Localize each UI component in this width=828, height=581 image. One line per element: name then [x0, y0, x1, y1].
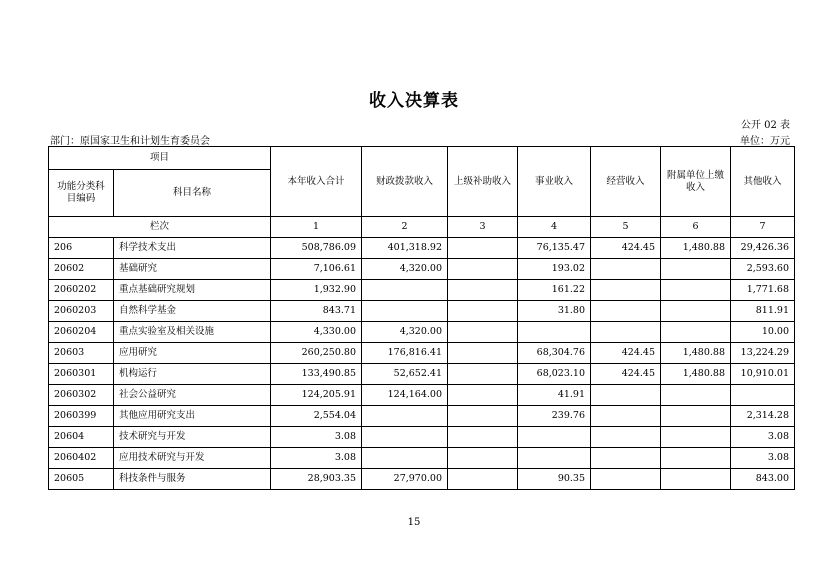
col-header-5: 经营收入 — [591, 147, 661, 217]
row-code: 20603 — [49, 343, 114, 364]
table-row — [49, 301, 795, 322]
row-value: 508,786.09 — [271, 238, 362, 259]
row-name: 重点基础研究规划 — [114, 280, 271, 301]
row-value: 424.45 — [591, 238, 661, 259]
row-value — [448, 364, 518, 385]
row-value: 3.08 — [731, 427, 795, 448]
form-number: 公开 02 表 — [740, 120, 790, 131]
row-value: 424.45 — [591, 343, 661, 364]
row-value — [591, 406, 661, 427]
serial-label: 栏次 — [49, 217, 271, 238]
row-value: 13,224.29 — [731, 343, 795, 364]
income-final-accounts-table — [48, 146, 795, 490]
row-value — [448, 280, 518, 301]
row-value — [448, 427, 518, 448]
table-row — [49, 322, 795, 343]
row-value — [448, 385, 518, 406]
row-value — [591, 427, 661, 448]
row-value: 843.00 — [731, 469, 795, 490]
row-value: 133,490.85 — [271, 364, 362, 385]
row-value: 52,652.41 — [362, 364, 448, 385]
table-body — [49, 238, 795, 490]
row-value — [661, 448, 731, 469]
row-value: 2,314.28 — [731, 406, 795, 427]
row-value: 176,816.41 — [362, 343, 448, 364]
row-code: 206 — [49, 238, 114, 259]
row-code: 2060402 — [49, 448, 114, 469]
table-row — [49, 280, 795, 301]
row-value — [591, 385, 661, 406]
row-value — [448, 301, 518, 322]
row-value: 401,318.92 — [362, 238, 448, 259]
serial-number: 1 — [271, 217, 362, 238]
row-value: 4,320.00 — [362, 259, 448, 280]
row-value: 1,932.90 — [271, 280, 362, 301]
row-value — [518, 427, 591, 448]
col-header-4: 事业收入 — [518, 147, 591, 217]
col-header-6: 附属单位上缴收入 — [661, 147, 731, 217]
row-code: 20605 — [49, 469, 114, 490]
row-value — [661, 280, 731, 301]
col-header-1: 本年收入合计 — [271, 147, 362, 217]
table-row — [49, 385, 795, 406]
table-row — [49, 364, 795, 385]
row-code: 2060203 — [49, 301, 114, 322]
row-value — [731, 385, 795, 406]
row-name: 机构运行 — [114, 364, 271, 385]
row-value — [661, 301, 731, 322]
department-label: 部门：原国家卫生和计划生育委员会 — [50, 136, 210, 147]
col-header-3: 上级补助收入 — [448, 147, 518, 217]
row-value — [661, 322, 731, 343]
row-value — [448, 238, 518, 259]
col-header-7: 其他收入 — [731, 147, 795, 217]
row-code: 20604 — [49, 427, 114, 448]
serial-number: 2 — [362, 217, 448, 238]
table-row — [49, 448, 795, 469]
row-value: 193.02 — [518, 259, 591, 280]
row-code: 2060302 — [49, 385, 114, 406]
table-row — [49, 259, 795, 280]
row-value — [448, 406, 518, 427]
row-value — [362, 280, 448, 301]
row-value: 10,910.01 — [731, 364, 795, 385]
row-value — [591, 469, 661, 490]
row-name: 应用研究 — [114, 343, 271, 364]
row-value: 1,771.68 — [731, 280, 795, 301]
row-value: 124,164.00 — [362, 385, 448, 406]
col-header-2: 财政拨款收入 — [362, 147, 448, 217]
row-name: 基础研究 — [114, 259, 271, 280]
row-value — [518, 448, 591, 469]
row-value: 4,320.00 — [362, 322, 448, 343]
page-number: 15 — [407, 517, 421, 528]
row-value — [591, 280, 661, 301]
row-value: 90.35 — [518, 469, 591, 490]
row-value — [591, 301, 661, 322]
row-value: 28,903.35 — [271, 469, 362, 490]
row-value: 10.00 — [731, 322, 795, 343]
item-group-header: 项目 — [49, 147, 271, 170]
row-value — [661, 427, 731, 448]
row-value: 3.08 — [731, 448, 795, 469]
row-value — [362, 406, 448, 427]
row-value: 161.22 — [518, 280, 591, 301]
row-value — [362, 301, 448, 322]
row-code: 2060204 — [49, 322, 114, 343]
serial-number: 6 — [661, 217, 731, 238]
row-value — [661, 259, 731, 280]
row-value: 41.91 — [518, 385, 591, 406]
row-name: 自然科学基金 — [114, 301, 271, 322]
row-value: 1,480.88 — [661, 364, 731, 385]
serial-number: 3 — [448, 217, 518, 238]
code-column-header: 功能分类科目编码 — [49, 170, 114, 217]
row-value: 2,593.60 — [731, 259, 795, 280]
unit-label: 单位：万元 — [740, 136, 790, 147]
row-value — [661, 406, 731, 427]
row-value — [362, 427, 448, 448]
row-value: 68,023.10 — [518, 364, 591, 385]
row-value: 239.76 — [518, 406, 591, 427]
row-value — [661, 385, 731, 406]
row-name: 科技条件与服务 — [114, 469, 271, 490]
row-value — [448, 322, 518, 343]
table-row — [49, 343, 795, 364]
row-name: 社会公益研究 — [114, 385, 271, 406]
row-name: 其他应用研究支出 — [114, 406, 271, 427]
row-name: 应用技术研究与开发 — [114, 448, 271, 469]
row-value — [591, 322, 661, 343]
row-value: 2,554.04 — [271, 406, 362, 427]
table-row — [49, 427, 795, 448]
row-value: 843.71 — [271, 301, 362, 322]
table-row — [49, 238, 795, 259]
row-value: 29,426.36 — [731, 238, 795, 259]
row-code: 2060202 — [49, 280, 114, 301]
row-value: 4,330.00 — [271, 322, 362, 343]
row-code: 2060399 — [49, 406, 114, 427]
serial-row — [49, 217, 795, 238]
row-value — [661, 469, 731, 490]
row-value: 27,970.00 — [362, 469, 448, 490]
row-value: 1,480.88 — [661, 343, 731, 364]
row-value — [362, 448, 448, 469]
serial-number: 4 — [518, 217, 591, 238]
serial-number: 5 — [591, 217, 661, 238]
name-column-header: 科目名称 — [114, 170, 271, 217]
table-row — [49, 469, 795, 490]
header-row-1 — [49, 147, 795, 170]
row-value — [448, 259, 518, 280]
row-value: 68,304.76 — [518, 343, 591, 364]
row-value — [448, 469, 518, 490]
serial-number: 7 — [731, 217, 795, 238]
report-title: 收入决算表 — [369, 91, 459, 111]
row-value: 811.91 — [731, 301, 795, 322]
row-value — [591, 448, 661, 469]
row-code: 20602 — [49, 259, 114, 280]
row-value — [448, 448, 518, 469]
row-value: 3.08 — [271, 448, 362, 469]
row-code: 2060301 — [49, 364, 114, 385]
row-value: 3.08 — [271, 427, 362, 448]
row-value — [518, 322, 591, 343]
row-name: 科学技术支出 — [114, 238, 271, 259]
row-value: 1,480.88 — [661, 238, 731, 259]
row-value: 7,106.61 — [271, 259, 362, 280]
row-value: 124,205.91 — [271, 385, 362, 406]
row-value — [448, 343, 518, 364]
row-value: 260,250.80 — [271, 343, 362, 364]
row-name: 技术研究与开发 — [114, 427, 271, 448]
row-name: 重点实验室及相关设施 — [114, 322, 271, 343]
row-value: 76,135.47 — [518, 238, 591, 259]
row-value: 31.80 — [518, 301, 591, 322]
row-value: 424.45 — [591, 364, 661, 385]
row-value — [591, 259, 661, 280]
table-row — [49, 406, 795, 427]
